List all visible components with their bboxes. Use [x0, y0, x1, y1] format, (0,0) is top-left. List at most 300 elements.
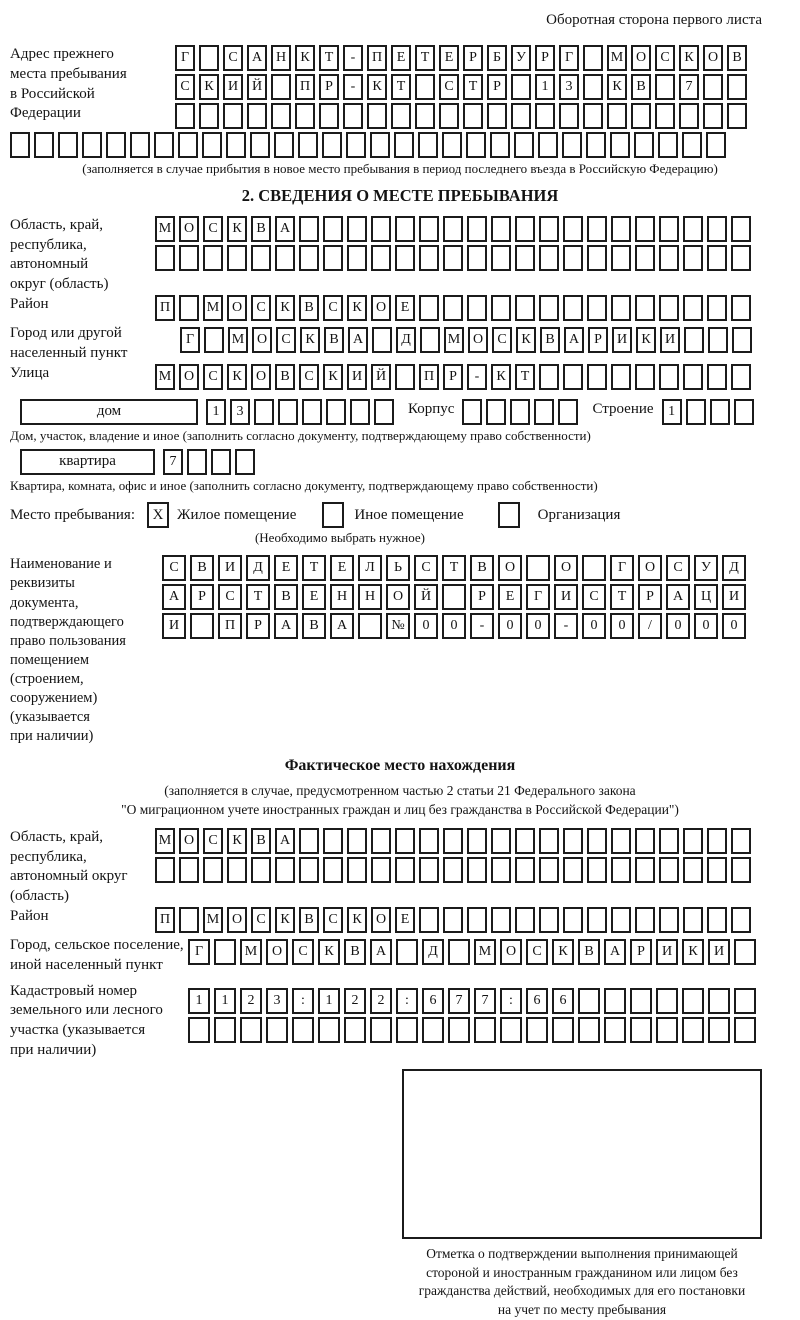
char-cell[interactable] — [247, 103, 267, 129]
char-cell[interactable]: К — [275, 907, 295, 933]
char-cell[interactable] — [396, 1017, 418, 1043]
char-cell[interactable]: : — [292, 988, 314, 1014]
char-cell[interactable]: - — [470, 613, 494, 639]
char-cell[interactable] — [372, 327, 392, 353]
char-cell[interactable] — [203, 857, 223, 883]
char-cell[interactable] — [707, 907, 727, 933]
char-cell[interactable]: С — [203, 828, 223, 854]
char-cell[interactable]: 7 — [163, 449, 183, 475]
char-cell[interactable]: С — [251, 907, 271, 933]
char-cell[interactable] — [731, 828, 751, 854]
char-cell[interactable]: О — [468, 327, 488, 353]
char-cell[interactable] — [526, 1017, 548, 1043]
char-cell[interactable] — [515, 245, 535, 271]
char-cell[interactable] — [611, 828, 631, 854]
char-cell[interactable] — [467, 216, 487, 242]
char-cell[interactable] — [319, 103, 339, 129]
char-cell[interactable] — [490, 132, 510, 158]
char-cell[interactable] — [370, 1017, 392, 1043]
char-cell[interactable] — [707, 295, 727, 321]
char-cell[interactable]: Е — [302, 584, 326, 610]
char-cell[interactable]: И — [554, 584, 578, 610]
char-cell[interactable]: 3 — [230, 399, 250, 425]
char-cell[interactable]: К — [227, 828, 247, 854]
char-cell[interactable]: О — [631, 45, 651, 71]
char-cell[interactable]: 2 — [370, 988, 392, 1014]
char-cell[interactable] — [418, 132, 438, 158]
char-cell[interactable] — [415, 103, 435, 129]
char-cell[interactable] — [563, 295, 583, 321]
char-cell[interactable]: К — [552, 939, 574, 965]
char-cell[interactable] — [486, 399, 506, 425]
char-cell[interactable] — [82, 132, 102, 158]
char-cell[interactable] — [586, 132, 606, 158]
char-cell[interactable] — [658, 132, 678, 158]
char-cell[interactable] — [538, 132, 558, 158]
char-cell[interactable] — [227, 245, 247, 271]
char-cell[interactable] — [587, 216, 607, 242]
char-cell[interactable] — [371, 857, 391, 883]
char-cell[interactable] — [443, 857, 463, 883]
char-cell[interactable]: Р — [443, 364, 463, 390]
char-cell[interactable]: Т — [442, 555, 466, 581]
char-cell[interactable]: Л — [358, 555, 382, 581]
char-cell[interactable]: М — [607, 45, 627, 71]
char-cell[interactable]: А — [370, 939, 392, 965]
char-cell[interactable] — [448, 1017, 470, 1043]
char-cell[interactable]: О — [371, 907, 391, 933]
char-cell[interactable] — [350, 399, 370, 425]
char-cell[interactable] — [611, 364, 631, 390]
char-cell[interactable]: Д — [246, 555, 270, 581]
char-cell[interactable] — [655, 74, 675, 100]
char-cell[interactable] — [683, 907, 703, 933]
char-cell[interactable]: О — [179, 828, 199, 854]
char-cell[interactable] — [274, 132, 294, 158]
char-cell[interactable] — [214, 939, 236, 965]
char-cell[interactable]: К — [347, 907, 367, 933]
char-cell[interactable]: Д — [722, 555, 746, 581]
char-cell[interactable] — [271, 103, 291, 129]
char-cell[interactable] — [299, 857, 319, 883]
char-cell[interactable] — [583, 74, 603, 100]
char-cell[interactable] — [731, 857, 751, 883]
char-cell[interactable] — [587, 857, 607, 883]
char-cell[interactable]: И — [656, 939, 678, 965]
char-cell[interactable]: Р — [588, 327, 608, 353]
char-cell[interactable]: А — [330, 613, 354, 639]
char-cell[interactable] — [323, 857, 343, 883]
char-cell[interactable] — [683, 216, 703, 242]
char-cell[interactable] — [419, 295, 439, 321]
char-cell[interactable] — [275, 857, 295, 883]
char-cell[interactable]: С — [323, 907, 343, 933]
char-cell[interactable] — [563, 364, 583, 390]
char-cell[interactable]: 0 — [666, 613, 690, 639]
char-cell[interactable]: Т — [610, 584, 634, 610]
char-cell[interactable]: К — [367, 74, 387, 100]
char-cell[interactable]: С — [439, 74, 459, 100]
char-cell[interactable]: Г — [526, 584, 550, 610]
char-cell[interactable]: К — [516, 327, 536, 353]
char-cell[interactable] — [155, 245, 175, 271]
char-cell[interactable]: К — [636, 327, 656, 353]
char-cell[interactable]: 1 — [188, 988, 210, 1014]
char-cell[interactable]: И — [660, 327, 680, 353]
char-cell[interactable] — [734, 988, 756, 1014]
char-cell[interactable]: О — [500, 939, 522, 965]
char-cell[interactable] — [240, 1017, 262, 1043]
char-cell[interactable]: И — [218, 555, 242, 581]
char-cell[interactable] — [323, 216, 343, 242]
char-cell[interactable]: Й — [371, 364, 391, 390]
char-cell[interactable]: А — [604, 939, 626, 965]
char-cell[interactable] — [467, 828, 487, 854]
char-cell[interactable]: М — [155, 216, 175, 242]
char-cell[interactable] — [58, 132, 78, 158]
char-cell[interactable]: С — [414, 555, 438, 581]
char-cell[interactable]: Г — [180, 327, 200, 353]
char-cell[interactable]: 7 — [474, 988, 496, 1014]
char-cell[interactable]: Т — [246, 584, 270, 610]
char-cell[interactable]: С — [218, 584, 242, 610]
char-cell[interactable] — [734, 1017, 756, 1043]
char-cell[interactable]: И — [162, 613, 186, 639]
char-cell[interactable] — [578, 988, 600, 1014]
char-cell[interactable] — [491, 828, 511, 854]
char-cell[interactable]: № — [386, 613, 410, 639]
char-cell[interactable] — [34, 132, 54, 158]
char-cell[interactable] — [298, 132, 318, 158]
char-cell[interactable] — [106, 132, 126, 158]
char-cell[interactable]: 0 — [610, 613, 634, 639]
char-cell[interactable]: С — [299, 364, 319, 390]
char-cell[interactable] — [251, 857, 271, 883]
char-cell[interactable] — [299, 245, 319, 271]
char-cell[interactable]: Е — [391, 45, 411, 71]
char-cell[interactable]: - — [343, 45, 363, 71]
char-cell[interactable]: В — [275, 364, 295, 390]
char-cell[interactable] — [204, 327, 224, 353]
char-cell[interactable] — [266, 1017, 288, 1043]
char-cell[interactable] — [188, 1017, 210, 1043]
char-cell[interactable]: С — [203, 364, 223, 390]
char-cell[interactable] — [534, 399, 554, 425]
char-cell[interactable] — [683, 828, 703, 854]
char-cell[interactable] — [227, 857, 247, 883]
char-cell[interactable] — [292, 1017, 314, 1043]
char-cell[interactable]: С — [666, 555, 690, 581]
char-cell[interactable] — [500, 1017, 522, 1043]
char-cell[interactable] — [491, 245, 511, 271]
char-cell[interactable] — [684, 327, 704, 353]
char-cell[interactable] — [535, 103, 555, 129]
char-cell[interactable]: О — [251, 364, 271, 390]
char-cell[interactable] — [179, 245, 199, 271]
char-cell[interactable] — [442, 584, 466, 610]
char-cell[interactable]: Д — [422, 939, 444, 965]
char-cell[interactable]: О — [554, 555, 578, 581]
char-cell[interactable]: Т — [302, 555, 326, 581]
char-cell[interactable] — [563, 857, 583, 883]
char-cell[interactable] — [443, 828, 463, 854]
char-cell[interactable]: / — [638, 613, 662, 639]
char-cell[interactable]: - — [467, 364, 487, 390]
char-cell[interactable] — [659, 907, 679, 933]
char-cell[interactable] — [630, 1017, 652, 1043]
char-cell[interactable]: М — [474, 939, 496, 965]
char-cell[interactable]: К — [491, 364, 511, 390]
char-cell[interactable] — [178, 132, 198, 158]
char-cell[interactable] — [347, 216, 367, 242]
char-cell[interactable] — [682, 132, 702, 158]
char-cell[interactable] — [683, 295, 703, 321]
char-cell[interactable] — [731, 295, 751, 321]
char-cell[interactable] — [683, 364, 703, 390]
char-cell[interactable] — [448, 939, 470, 965]
char-cell[interactable] — [370, 132, 390, 158]
char-cell[interactable]: С — [582, 584, 606, 610]
char-cell[interactable]: И — [612, 327, 632, 353]
char-cell[interactable] — [415, 74, 435, 100]
char-cell[interactable] — [682, 988, 704, 1014]
char-cell[interactable]: С — [251, 295, 271, 321]
char-cell[interactable]: К — [300, 327, 320, 353]
char-cell[interactable] — [214, 1017, 236, 1043]
char-cell[interactable]: О — [227, 295, 247, 321]
char-cell[interactable]: К — [323, 364, 343, 390]
char-cell[interactable]: К — [682, 939, 704, 965]
char-cell[interactable]: Т — [391, 74, 411, 100]
char-cell[interactable] — [326, 399, 346, 425]
char-cell[interactable] — [659, 857, 679, 883]
char-cell[interactable] — [731, 907, 751, 933]
char-cell[interactable] — [539, 295, 559, 321]
char-cell[interactable]: К — [227, 216, 247, 242]
char-cell[interactable] — [10, 132, 30, 158]
char-cell[interactable] — [395, 857, 415, 883]
char-cell[interactable] — [275, 245, 295, 271]
char-cell[interactable] — [419, 245, 439, 271]
char-cell[interactable] — [656, 988, 678, 1014]
char-cell[interactable] — [419, 828, 439, 854]
char-cell[interactable]: К — [607, 74, 627, 100]
char-cell[interactable]: Р — [470, 584, 494, 610]
char-cell[interactable] — [552, 1017, 574, 1043]
char-cell[interactable] — [394, 132, 414, 158]
char-cell[interactable]: 6 — [552, 988, 574, 1014]
char-cell[interactable] — [707, 828, 727, 854]
char-cell[interactable] — [539, 857, 559, 883]
char-cell[interactable]: Р — [535, 45, 555, 71]
char-cell[interactable] — [558, 399, 578, 425]
char-cell[interactable] — [708, 988, 730, 1014]
char-cell[interactable] — [271, 74, 291, 100]
char-cell[interactable]: 6 — [422, 988, 444, 1014]
char-cell[interactable] — [539, 245, 559, 271]
char-cell[interactable]: А — [666, 584, 690, 610]
char-cell[interactable] — [515, 295, 535, 321]
char-cell[interactable]: К — [318, 939, 340, 965]
char-cell[interactable] — [420, 327, 440, 353]
char-cell[interactable] — [635, 295, 655, 321]
char-cell[interactable] — [130, 132, 150, 158]
char-cell[interactable] — [611, 245, 631, 271]
char-cell[interactable]: Р — [190, 584, 214, 610]
char-cell[interactable] — [703, 74, 723, 100]
char-cell[interactable]: А — [275, 828, 295, 854]
char-cell[interactable] — [462, 399, 482, 425]
char-cell[interactable]: Р — [463, 45, 483, 71]
char-cell[interactable]: А — [275, 216, 295, 242]
char-cell[interactable] — [395, 245, 415, 271]
char-cell[interactable] — [707, 245, 727, 271]
char-cell[interactable] — [199, 45, 219, 71]
char-cell[interactable]: Е — [330, 555, 354, 581]
char-cell[interactable]: К — [199, 74, 219, 100]
char-cell[interactable]: О — [638, 555, 662, 581]
char-cell[interactable]: 3 — [559, 74, 579, 100]
char-cell[interactable]: В — [299, 295, 319, 321]
char-cell[interactable]: В — [540, 327, 560, 353]
char-cell[interactable] — [299, 828, 319, 854]
char-cell[interactable]: Т — [463, 74, 483, 100]
char-cell[interactable] — [347, 245, 367, 271]
char-cell[interactable] — [299, 216, 319, 242]
char-cell[interactable] — [731, 364, 751, 390]
char-cell[interactable] — [707, 857, 727, 883]
char-cell[interactable] — [635, 857, 655, 883]
char-cell[interactable]: Ц — [694, 584, 718, 610]
char-cell[interactable]: Т — [415, 45, 435, 71]
char-cell[interactable] — [514, 132, 534, 158]
char-cell[interactable]: М — [203, 907, 223, 933]
char-cell[interactable]: М — [228, 327, 248, 353]
char-cell[interactable] — [395, 216, 415, 242]
char-cell[interactable] — [563, 828, 583, 854]
char-cell[interactable] — [655, 103, 675, 129]
char-cell[interactable]: О — [227, 907, 247, 933]
char-cell[interactable]: Е — [395, 295, 415, 321]
char-cell[interactable] — [443, 216, 463, 242]
char-cell[interactable]: К — [227, 364, 247, 390]
char-cell[interactable] — [323, 245, 343, 271]
char-cell[interactable] — [344, 1017, 366, 1043]
char-cell[interactable]: П — [155, 295, 175, 321]
char-cell[interactable] — [318, 1017, 340, 1043]
char-cell[interactable] — [583, 103, 603, 129]
char-cell[interactable] — [631, 103, 651, 129]
char-cell[interactable]: Р — [319, 74, 339, 100]
char-cell[interactable] — [710, 399, 730, 425]
char-cell[interactable] — [587, 828, 607, 854]
char-cell[interactable]: В — [251, 828, 271, 854]
char-cell[interactable]: 1 — [662, 399, 682, 425]
char-cell[interactable]: - — [343, 74, 363, 100]
char-cell[interactable] — [463, 103, 483, 129]
char-cell[interactable] — [727, 74, 747, 100]
char-cell[interactable]: В — [190, 555, 214, 581]
char-cell[interactable] — [371, 828, 391, 854]
char-cell[interactable]: М — [203, 295, 223, 321]
char-cell[interactable] — [202, 132, 222, 158]
char-cell[interactable]: И — [722, 584, 746, 610]
char-cell[interactable]: 2 — [240, 988, 262, 1014]
char-cell[interactable]: С — [175, 74, 195, 100]
char-cell[interactable] — [679, 103, 699, 129]
char-cell[interactable]: С — [276, 327, 296, 353]
char-cell[interactable] — [322, 132, 342, 158]
char-cell[interactable]: 0 — [526, 613, 550, 639]
char-cell[interactable]: Ь — [386, 555, 410, 581]
char-cell[interactable]: 0 — [498, 613, 522, 639]
char-cell[interactable] — [578, 1017, 600, 1043]
char-cell[interactable] — [659, 364, 679, 390]
char-cell[interactable]: Р — [487, 74, 507, 100]
char-cell[interactable]: П — [367, 45, 387, 71]
char-cell[interactable]: О — [703, 45, 723, 71]
char-cell[interactable] — [203, 245, 223, 271]
char-cell[interactable] — [251, 245, 271, 271]
char-cell[interactable]: Е — [498, 584, 522, 610]
char-cell[interactable] — [659, 216, 679, 242]
char-cell[interactable] — [347, 857, 367, 883]
char-cell[interactable]: В — [344, 939, 366, 965]
char-cell[interactable]: М — [155, 364, 175, 390]
char-cell[interactable]: А — [274, 613, 298, 639]
char-cell[interactable] — [467, 295, 487, 321]
char-cell[interactable] — [562, 132, 582, 158]
char-cell[interactable]: М — [155, 828, 175, 854]
char-cell[interactable] — [179, 857, 199, 883]
char-cell[interactable] — [235, 449, 255, 475]
char-cell[interactable]: К — [295, 45, 315, 71]
char-cell[interactable] — [155, 857, 175, 883]
char-cell[interactable]: В — [251, 216, 271, 242]
char-cell[interactable] — [295, 103, 315, 129]
char-cell[interactable]: В — [324, 327, 344, 353]
char-cell[interactable]: П — [419, 364, 439, 390]
char-cell[interactable]: 1 — [206, 399, 226, 425]
char-cell[interactable] — [419, 857, 439, 883]
char-cell[interactable] — [563, 907, 583, 933]
char-cell[interactable] — [682, 1017, 704, 1043]
char-cell[interactable]: Н — [271, 45, 291, 71]
char-cell[interactable]: 0 — [722, 613, 746, 639]
char-cell[interactable] — [635, 828, 655, 854]
char-cell[interactable] — [491, 857, 511, 883]
char-cell[interactable]: Й — [414, 584, 438, 610]
checkbox-other-premises[interactable] — [322, 502, 344, 528]
char-cell[interactable]: Т — [515, 364, 535, 390]
checkbox-residential-premises[interactable]: X — [147, 502, 169, 528]
char-cell[interactable] — [179, 295, 199, 321]
char-cell[interactable]: 0 — [582, 613, 606, 639]
char-cell[interactable] — [703, 103, 723, 129]
char-cell[interactable] — [223, 103, 243, 129]
char-cell[interactable] — [630, 988, 652, 1014]
char-cell[interactable] — [510, 399, 530, 425]
char-cell[interactable] — [732, 327, 752, 353]
char-cell[interactable]: В — [631, 74, 651, 100]
char-cell[interactable] — [634, 132, 654, 158]
char-cell[interactable] — [371, 216, 391, 242]
char-cell[interactable]: О — [386, 584, 410, 610]
char-cell[interactable] — [515, 216, 535, 242]
char-cell[interactable] — [683, 857, 703, 883]
char-cell[interactable] — [374, 399, 394, 425]
char-cell[interactable] — [539, 216, 559, 242]
